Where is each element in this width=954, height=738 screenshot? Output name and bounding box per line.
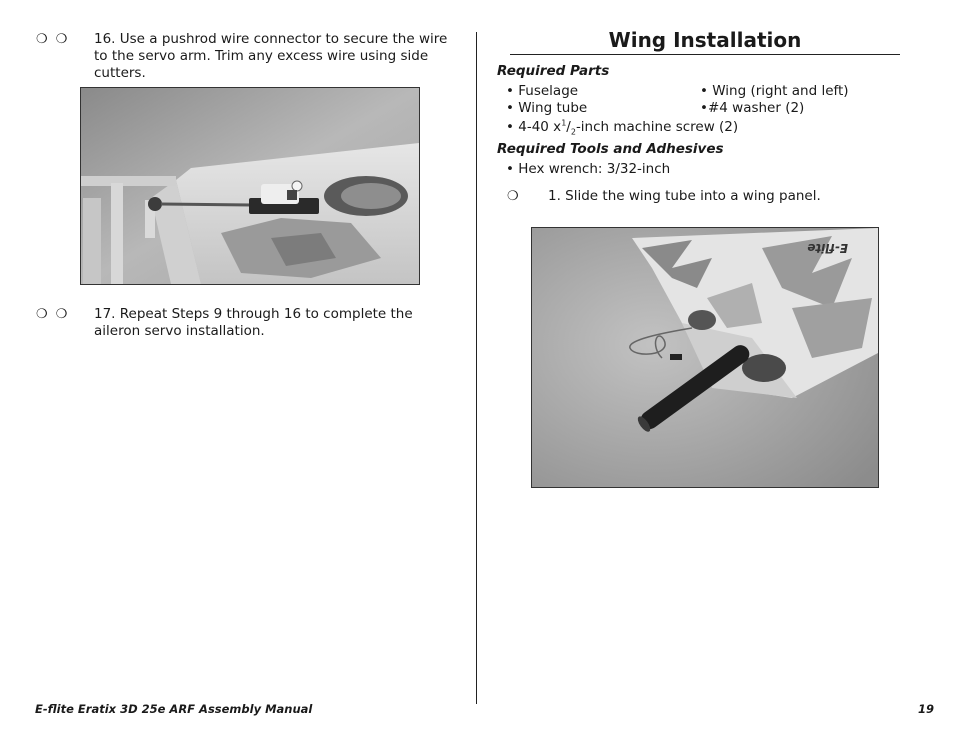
page-number: 19 <box>918 702 935 716</box>
title-underline <box>510 54 900 55</box>
checkbox-pair-icon[interactable]: ❍ ❍ <box>36 307 70 322</box>
part-item-screw <box>506 119 738 136</box>
checkbox-icon[interactable]: ❍ <box>507 189 521 204</box>
part-item: • Wing tube <box>506 100 588 116</box>
part-item: • Fuselage <box>506 83 579 99</box>
fraction-denominator: 2 <box>570 127 576 137</box>
tool-item: • Hex wrench: 3/32-inch <box>506 161 671 177</box>
step-16-text: 16. Use a pushrod wire connector to secure the wire to the servo arm. Trim any excess wire using side cutters. <box>94 31 448 81</box>
wing-tube-photo <box>531 227 879 488</box>
step-17-text: 17. Repeat Steps 9 through 16 to complete the aileron servo installation. <box>94 306 413 339</box>
required-tools-heading: Required Tools and Adhesives <box>497 141 724 157</box>
footer-manual-title: E-flite Eratix 3D 25e ARF Assembly Manual <box>35 702 313 716</box>
screw-suffix: -inch machine screw (2) <box>575 119 739 135</box>
wing-brand-text: E-flite <box>807 241 848 255</box>
checkbox-pair-icon[interactable]: ❍ ❍ <box>36 32 70 47</box>
column-divider <box>476 32 477 704</box>
part-item: • Wing (right and left) <box>700 83 849 99</box>
servo-pushrod-illustration <box>81 88 419 284</box>
fraction-slash: / <box>566 119 571 135</box>
step-1-text: 1. Slide the wing tube into a wing panel. <box>548 188 821 204</box>
screw-prefix: • 4-40 x <box>506 119 562 135</box>
required-parts-heading: Required Parts <box>497 63 610 79</box>
wing-tube-illustration <box>532 228 878 487</box>
section-title: Wing Installation <box>608 28 802 52</box>
servo-pushrod-photo <box>80 87 420 285</box>
fraction-numerator: 1 <box>561 118 567 128</box>
part-item: •#4 washer (2) <box>700 100 805 116</box>
